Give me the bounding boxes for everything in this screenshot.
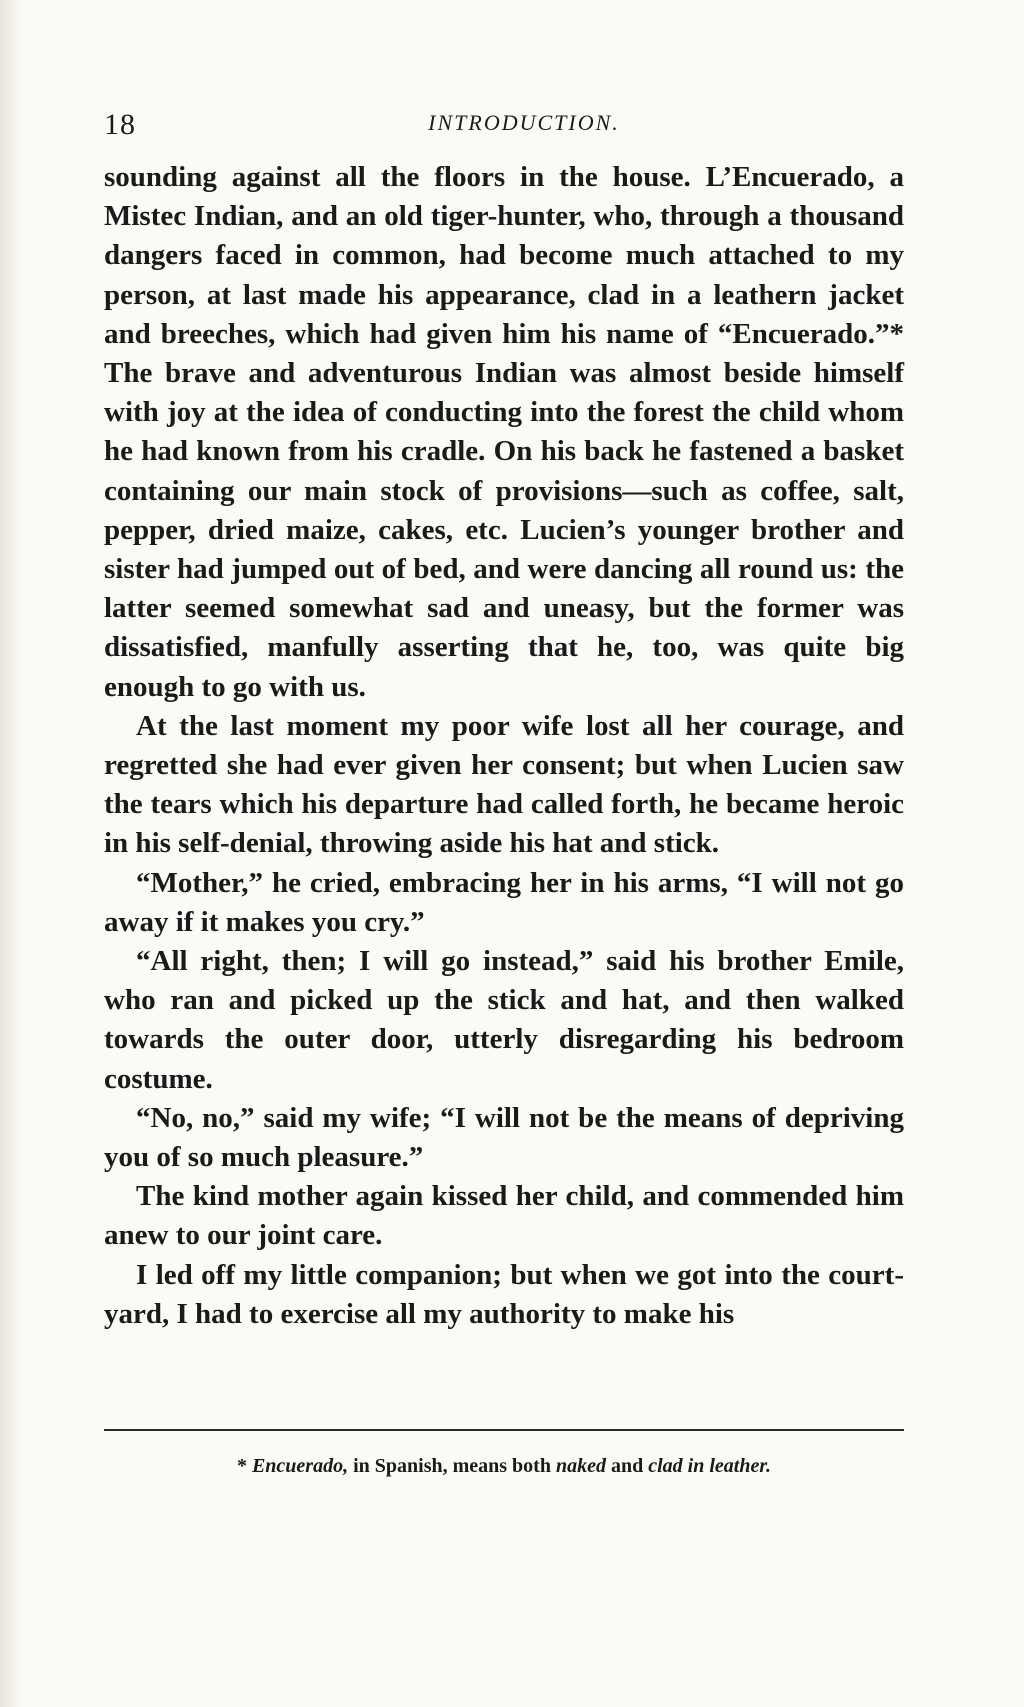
paragraph-6: The kind mother again kissed her child, and commended him anew to our joint care. [104,1180,904,1252]
paragraph-1: sounding against all the floors in the house. L’Encuerado, a Mistec Indian, and an old tiger-hunter, who, through a thousand dangers faced in common, had become much attached to my person, at last made his appearance, clad in a leathern jacket and breeches, which had given him his name of “Encuerado.”* The brave and adventurous Indian was almost beside himself with joy at the idea of conducting into the forest the child whom he had known from his cradle. On his back he fastened a basket containing our main stock of provisions—such as coffee, salt, pepper, dried maize, cakes, etc. Lucien’s younger brother and sister had jumped out of bed, and were dancing all round us: the latter seemed somewhat sad and uneasy, but the former was dissatisfied, manfully asserting that he, too, was quite big enough to go with us. [104,161,904,703]
paragraph-4: “All right, then; I will go instead,” said his brother Emile, who ran and picked up the stick and hat, and then walked towards the outer door, utterly disregarding his bedroom costume. [104,945,904,1095]
footnote-marker: * [236,1455,247,1477]
footnote-emphasis-clad: clad in leather. [648,1455,772,1477]
footnote [104,1455,904,1478]
page-left-edge-shadow [0,0,22,1707]
footnote-text-2: and [605,1455,649,1477]
paragraph-5: “No, no,” said my wife; “I will not be the means of depriving you of so much pleasure.” [104,1101,904,1174]
paragraph-7: I led off my little companion; but when we got into the court-yard, I had to exercise all my authority to make his [104,1258,904,1330]
paragraph-2: At the last moment my poor wife lost all her courage, and regretted she had ever given her consent; but when Lucien saw the tears which his departure had called forth, he became heroic in his self-denial, throwing aside his hat and stick. [104,709,904,860]
paragraph-3: “Mother,” he cried, embracing her in his arms, “I will not go away if it makes you cry.” [104,866,904,938]
footnote-emphasis-naked: naked [555,1455,606,1477]
body-text [104,158,904,1334]
running-title: INTRODUCTION. [428,110,620,135]
footnote-rule [104,1429,904,1431]
footnote-term: Encuerado, [251,1455,349,1477]
page-number: 18 [104,108,136,141]
running-head [104,108,904,148]
footnote-text-1: in Spanish, means both [348,1455,556,1477]
